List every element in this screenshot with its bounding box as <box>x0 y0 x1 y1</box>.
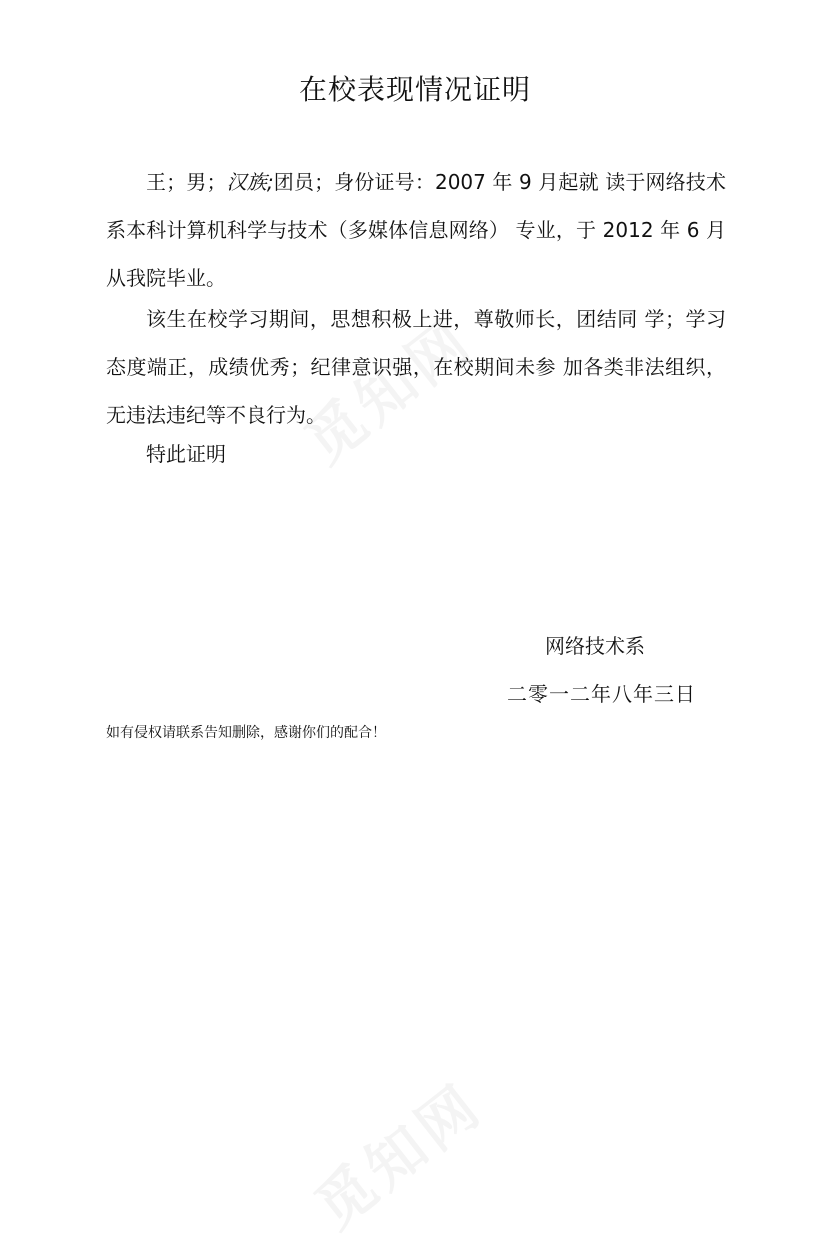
paragraph-performance: 该生在校学习期间，思想积极上进，尊敬师长，团结同 学；学习态度端正，成绩优秀；纪律意识强，在校期间未参 加各类非法组织，无违法违纪等不良行为。 <box>106 307 726 427</box>
paragraph-student-info <box>106 158 726 302</box>
student-ethnicity: 汉族; <box>226 170 274 194</box>
closing-statement: 特此证明 <box>146 442 226 466</box>
signature-date: 二零一二年八年三日 <box>507 682 696 706</box>
signature-department: 网络技术系 <box>545 634 645 658</box>
watermark-bottom <box>294 1060 497 1244</box>
student-details: 团员；身份证号：2007 年 9 月起就 读于网络技术系本科计算机科学与技术（多媒体信息网络） 专业，于 2012 年 6 月从我院毕业。 <box>106 170 726 290</box>
student-name-gender: 王；男； <box>146 170 227 194</box>
footer-note: 如有侵权请联系告知删除，感谢你们的配合！ <box>106 725 386 741</box>
document-title: 在校表现情况证明 <box>298 73 531 106</box>
